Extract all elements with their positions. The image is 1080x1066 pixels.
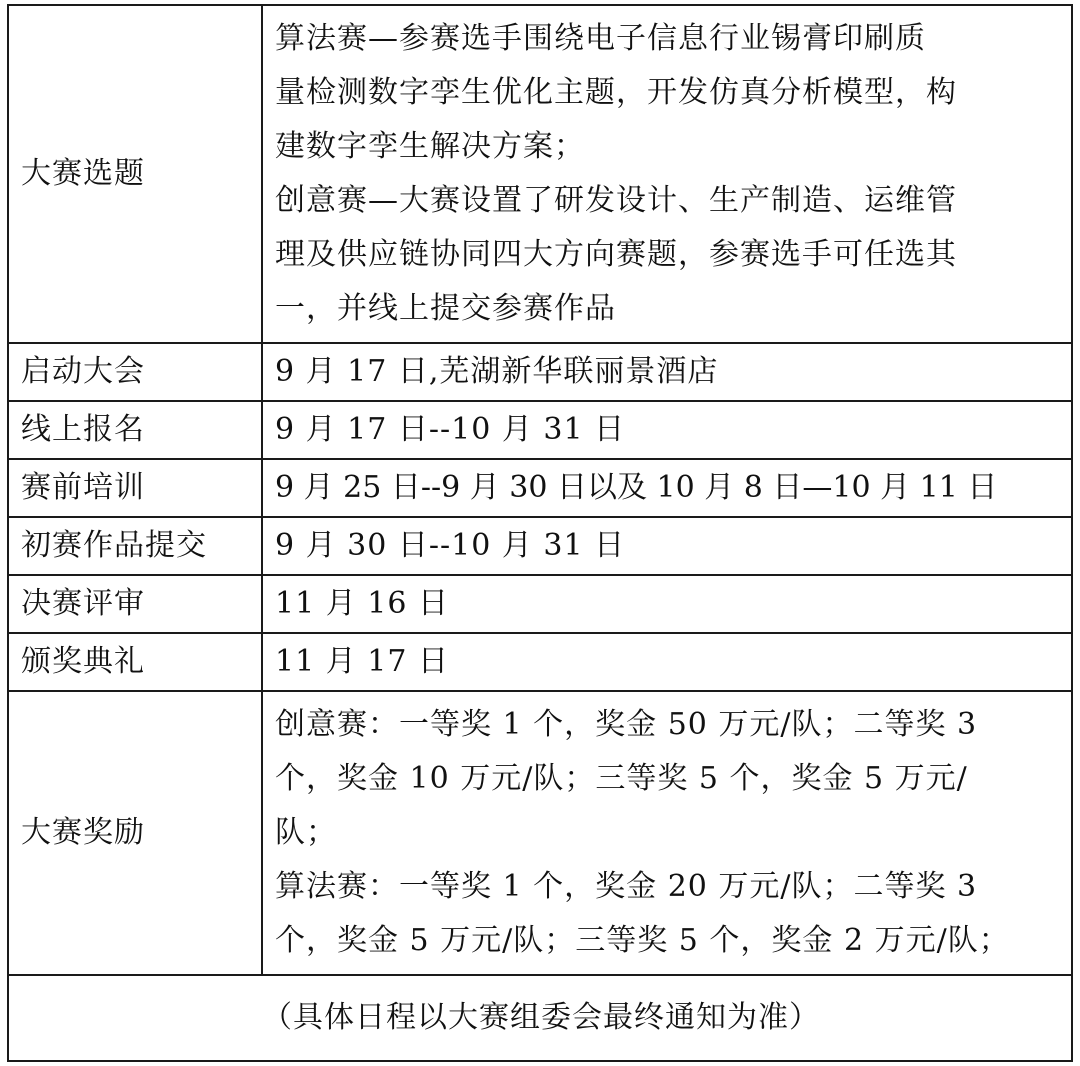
row-value: 9 月 25 日--9 月 30 日以及 10 月 8 日—10 月 11 日 [262,459,1072,517]
row-label: 赛前培训 [8,459,262,517]
table-row-kickoff [8,343,1072,401]
content-line: 队； [275,815,337,850]
footer-note: （具体日程以大赛组委会最终通知为准） [8,975,1072,1061]
table-row-topic [8,5,1072,343]
content-line: 创意赛—大赛设置了研发设计、生产制造、运维管 [275,183,957,218]
row-value: 11 月 16 日 [262,575,1072,633]
content-line: 一，并线上提交参赛作品 [275,291,616,326]
row-label: 大赛选题 [8,5,262,343]
table-row-preliminary-submission [8,517,1072,575]
content-line: 建数字孪生解决方案； [275,129,585,164]
table-row-prizes [8,691,1072,975]
row-label: 启动大会 [8,343,262,401]
table-row-training [8,459,1072,517]
row-content [262,691,1072,975]
row-label: 决赛评审 [8,575,262,633]
row-label: 线上报名 [8,401,262,459]
table-row-award-ceremony [8,633,1072,691]
content-line: 理及供应链协同四大方向赛题，参赛选手可任选其 [275,237,957,272]
row-value: 9 月 17 日--10 月 31 日 [262,401,1072,459]
content-line: 创意赛：一等奖 1 个，奖金 50 万元/队；二等奖 3 [275,707,978,742]
row-label: 颁奖典礼 [8,633,262,691]
row-value: 11 月 17 日 [262,633,1072,691]
content-line: 量检测数字孪生优化主题，开发仿真分析模型，构 [275,75,957,110]
schedule-table [7,4,1073,1062]
row-content [262,5,1072,343]
table-row-footer [8,975,1072,1061]
table-row-final-review [8,575,1072,633]
table-row-registration [8,401,1072,459]
row-label: 大赛奖励 [8,691,262,975]
row-value: 9 月 17 日,芜湖新华联丽景酒店 [262,343,1072,401]
content-line: 算法赛—参赛选手围绕电子信息行业锡膏印刷质 [275,21,926,56]
row-label: 初赛作品提交 [8,517,262,575]
content-line: 个，奖金 5 万元/队；三等奖 5 个，奖金 2 万元/队； [275,923,1010,958]
content-line: 个，奖金 10 万元/队；三等奖 5 个，奖金 5 万元/ [275,761,968,796]
row-value: 9 月 30 日--10 月 31 日 [262,517,1072,575]
content-line: 算法赛：一等奖 1 个，奖金 20 万元/队；二等奖 3 [275,869,978,904]
